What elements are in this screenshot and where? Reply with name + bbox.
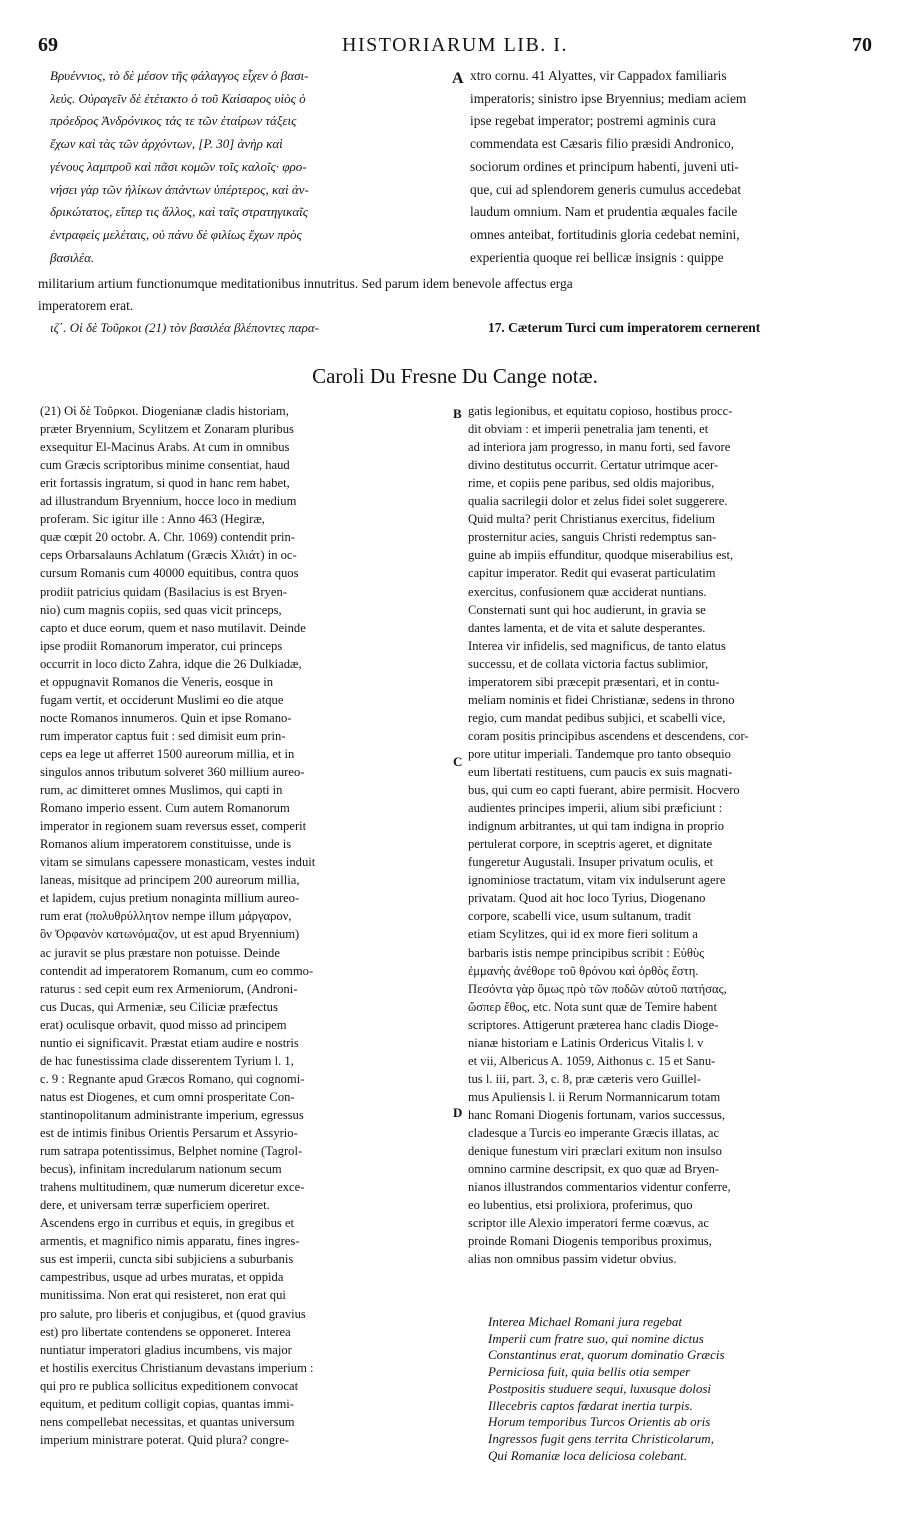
note-line-right: pertulerat corpore, in sceptris ageret, et dignitate	[468, 837, 713, 852]
note-line-left: singulos annos tributum solveret 360 millium aureo-	[40, 765, 305, 779]
note-line-left: rum satrapa potentissimus, Belphet nomine (Tagrol-	[40, 1144, 303, 1159]
poem-line: Imperii cum fratre suo, qui nomine dictus	[488, 1330, 704, 1346]
note-line-left: et oppugnavit Romanos die Veneris, eosque in	[40, 674, 274, 689]
note-line-left: capto et duce eorum, quem et naso mutilavit. Deinde	[40, 620, 306, 635]
page-number-right: 70	[852, 34, 872, 56]
note-line-left: campestribus, usque ad urbes muratas, et oppida	[40, 1270, 284, 1285]
greek-line: ἔχων καὶ τὰς τῶν ἀρχόντων, [P. 30] ἀνὴρ καὶ	[50, 136, 283, 152]
note-line-left: rum imperator captus fuit : sed dimisit eum prin-	[40, 728, 286, 743]
note-line-right: nianos illustrandos commentarios videntur conferre,	[468, 1180, 731, 1195]
note-line-right: gatis legionibus, et equitatu copioso, hostibus procc-	[468, 404, 733, 418]
note-line-right: rime, et copiis pene paribus, sed oldis majoribus,	[468, 476, 715, 491]
note-line-left: rum erat (πολυθρύλλητον nempe illum μάργαρον,	[40, 909, 292, 924]
greek-line: πρόεδρος Ἀνδρόνικος τάς τε τῶν ἑταίρων τάξεις	[50, 113, 297, 129]
note-line-left: præter Bryennium, Scylitzem et Zonaram pluribus	[40, 422, 294, 437]
note-line-left: qui pro re publica sollicitus expeditionem convocat	[40, 1378, 299, 1393]
note-line-right: privatam. Quod ait hoc loco Tyrius, Diogenano	[468, 891, 706, 906]
note-line-left: vitam se simulans capessere monasticam, vestes induit	[40, 855, 316, 870]
note-line-left: ad illustrandum Bryennium, hocce loco in medium	[40, 494, 297, 509]
note-line-right: corpore, scabelli vice, usum sultanum, tradit	[468, 909, 692, 924]
note-line-right: omnino carmine descripsit, ex quo quæ ad Bryen-	[468, 1162, 720, 1177]
note-line-left: prodiit patricius quidam (Basilacius is est Bryen-	[40, 584, 287, 599]
poem-line: Postpositis studuere sequi, luxusque dolosi	[488, 1380, 712, 1396]
note-line-right: guine ab impiis effunditur, quodque miserabilius est,	[468, 548, 734, 563]
note-line-right: cladesque a Turcis eo imperante Græcis illatas, ac	[468, 1126, 720, 1140]
note-line-right: Interea vir infidelis, sed magnificus, de tanto elatus	[468, 638, 726, 653]
note-line-left: armentis, et magnifico nimis apparatu, fines ingres-	[40, 1234, 300, 1249]
note-line-left: nuntio ei significavit. Præstat etiam audire e nostris	[40, 1035, 299, 1050]
note-line-right: imperatorem sibi præcepit præsentari, et in contu-	[468, 674, 720, 689]
greek-line: νήσει γὰρ τῶν ἡλίκων ἁπάντων ὑπέρτερος, καὶ ἀν-	[50, 181, 309, 197]
note-line-left: et hostilis exercitus Christianum devastans imperium :	[40, 1360, 314, 1375]
note-line-right: Πεσόντα γὰρ ὅμως πρὸ τῶν ποδῶν αὐτοῦ πατήσας,	[468, 981, 727, 996]
section-17-greek: ιζ΄. Οἱ δὲ Τοῦρκοι (21) τὸν βασιλέα βλέποντες παρα-	[50, 320, 319, 335]
note-line-left: ac juravit se plus præstare non potuisse. Deinde	[40, 945, 280, 960]
note-line-left: fugam vertit, et occiderunt Muslimi eo die atque	[40, 692, 284, 707]
greek-line: γένους λαμπροῦ καὶ πᾶσι κομῶν τοῖς καλοῖς· φρο-	[50, 158, 307, 174]
note-line-right: divino destitutus occurrit. Certatur utrimque acer-	[468, 458, 719, 473]
margin-marker-c: C	[453, 754, 463, 769]
poem-line: Interea Michael Romani jura regebat	[488, 1314, 682, 1329]
note-line-left: nens compellebat necessitas, et quantas universum	[40, 1414, 295, 1429]
note-line-right: fungeretur Augustali. Insuper privatum oculis, et	[468, 855, 714, 870]
section-17-latin: 17. Cæterum Turci cum imperatorem cernerent	[488, 320, 761, 335]
note-line-right: proinde Romani Diogenis temporibus proximus,	[468, 1234, 712, 1249]
note-line-right: prosternitur acies, sanguis Christi redemptus san-	[468, 530, 717, 545]
latin-full-line: imperatorem erat.	[38, 298, 134, 313]
note-line-left: occurrit in loco dicto Zahra, idque die 26 Dulkiadæ,	[40, 656, 302, 671]
note-line-left: raturus : sed cepit eum rex Armeniorum, (Androni-	[40, 981, 298, 996]
note-line-left: dere, et universam terræ superficiem operiret.	[40, 1198, 270, 1213]
note-line-right: denique funestum viri præclari exitum non insulso	[468, 1144, 722, 1159]
note-line-right: capitur imperator. Redit qui evaserat particulatim	[468, 566, 716, 581]
note-line-right: eo lubentius, etsi prolixiora, proferimus, quo	[468, 1198, 693, 1213]
latin-line: ipse regebat imperator; postremi agminis cura	[470, 113, 716, 129]
note-line-left: ipse prodiit Romanorum imperator, cui princeps	[40, 638, 283, 653]
greek-line: δρικώτατος, εἴπερ τις ἄλλος, καὶ ταῖς στρατηγικαῖς	[50, 204, 309, 220]
page-header	[0, 34, 910, 62]
page-number-left: 69	[38, 34, 58, 56]
note-line-right: alias non omnibus passim videtur obvius.	[468, 1252, 677, 1267]
note-line-left: sus est imperii, cuncta sibi subjiciens a suburbanis	[40, 1252, 294, 1267]
note-line-right: eum libertati restituens, cum paucis ex suis magnati-	[468, 765, 733, 779]
note-line-right: dantes lamenta, et de vita et salute desperantes.	[468, 620, 706, 635]
note-line-right: audientes principes imperii, alium sibi præficiunt :	[468, 801, 723, 816]
note-line-right: ad interiora jam progresso, in manu forti, sed favore	[468, 440, 731, 455]
poem-line: Qui Romaniæ loca deliciosa colebant.	[488, 1447, 687, 1463]
note-line-right: etiam Scylitzes, qui id ex more fieri solitum a	[468, 927, 698, 942]
note-line-right: coram positis principibus ascendens et descendens, cor-	[468, 728, 749, 743]
note-line-left: becus), infinitam incredularum nationum secum	[40, 1162, 282, 1177]
note-line-right: hanc Romani Diogenis fortunam, varios successus,	[468, 1107, 726, 1122]
note-line-right: successu, et de collata victoria factus sublimior,	[468, 656, 709, 671]
latin-line: omnes anteibat, fortitudinis gloria cedebat nemini,	[470, 226, 740, 242]
running-title: HISTORIARUM LIB. I.	[342, 34, 568, 56]
note-line-right: qualia sacrilegii dolor et zelus fidei solet suggerere.	[468, 494, 728, 509]
note-line-left: munitissima. Non erat qui resisteret, non erat qui	[40, 1288, 286, 1303]
note-line-left: nio) cum magnis copiis, sed quas vicit princeps,	[40, 602, 282, 617]
note-line-right: dit obviam : et imperii penetralia jam tenenti, et	[468, 422, 709, 437]
latin-line: commendata est Cæsaris filio præsidi Andronico,	[470, 136, 735, 152]
note-line-right: regio, cum mandat pedibus subjici, et scabelli vice,	[468, 710, 726, 725]
note-line-right: nianæ historiam e Latinis Ordericus Vitalis l. v	[468, 1035, 704, 1050]
note-line-left: laneas, misitque ad principem 200 aureorum millia,	[40, 873, 300, 888]
note-line-left: trahens multitudinem, quæ numerum diceretur exce-	[40, 1180, 305, 1195]
note-line-left: (21) Οἱ δὲ Τοῦρκοι. Diogenianæ cladis historiam,	[40, 404, 289, 418]
note-line-right: mus Apuliensis l. ii Rerum Normannicarum totam	[468, 1089, 721, 1104]
note-line-left: ὃν Ὀρφανὸν κατωνόμαζον, ut est apud Bryennium)	[40, 927, 300, 942]
note-line-left: c. 9 : Regnante apud Græcos Romano, qui cognomi-	[40, 1071, 305, 1086]
note-line-right: ignominiose tractatum, vitam vix indulserunt agere	[468, 873, 726, 888]
margin-marker-b: B	[453, 406, 462, 421]
note-line-left: de hac funestissima clade disserentem Tyrium l. 1,	[40, 1053, 294, 1068]
poem-line: Horum temporibus Turcos Orientis ab oris	[488, 1414, 711, 1430]
note-line-left: rum, ac dimitteret omnes Muslimos, qui capti in	[40, 783, 283, 798]
margin-marker-a: A	[452, 70, 464, 87]
note-line-left: cursum Romanis cum 40000 equitibus, contra quos	[40, 566, 299, 581]
note-line-right: tus l. iii, part. 3, c. 8, præ cæteris vero Guillel-	[468, 1071, 701, 1086]
latin-line: imperatoris; sinistro ipse Bryennius; mediam aciem	[470, 90, 747, 106]
notes-title: Caroli Du Fresne Du Cange notæ.	[312, 364, 598, 388]
note-line-right: scriptores. Attigerunt præterea hanc cladis Dioge-	[468, 1017, 719, 1032]
note-line-left: imperator in regionem suam reversus esset, comperit	[40, 819, 307, 834]
note-line-left: imperium ministrare poterat. Quid plura? congre-	[40, 1432, 289, 1447]
latin-full-line: militarium artium functionumque meditationibus innutritus. Sed parum idem benevole affectus erga	[38, 276, 573, 291]
note-line-left: et lapidem, cujus pretium nonaginta millium aureo-	[40, 891, 300, 906]
poem-line: Illecebris captos fœdarat inertia turpis.	[488, 1397, 693, 1413]
greek-line: λεύς. Οὐραγεῖν δὲ ἐτέτακτο ὁ τοῦ Καίσαρος υἱὸς ὁ	[50, 90, 306, 106]
latin-line: xtro cornu. 41 Alyattes, vir Cappadox familiaris	[470, 68, 727, 83]
note-line-left: proferam. Sic igitur ille : Anno 463 (Hegiræ,	[40, 512, 265, 527]
note-line-right: exercitus, confusionem quæ acciderat nuntians.	[468, 584, 707, 599]
note-line-right: et vii, Albericus A. 1059, Aithonus c. 15 et Sanu-	[468, 1053, 716, 1068]
note-line-right: meliam nominis et fidei Christianæ, sedens in throno	[468, 692, 735, 707]
note-line-right: Quid multa? perit Christianus exercitus, fidelium	[468, 512, 715, 527]
note-line-left: ceps Orbarsalauns Achlatum (Græcis Χλιάτ) in oc-	[40, 548, 297, 563]
note-line-right: Consternati sunt qui hoc audierunt, in gravia se	[468, 602, 706, 617]
note-line-left: erit fortassis ingratum, si quod in hanc rem habet,	[40, 476, 290, 491]
note-line-right: scriptor ille Alexio imperatori ferme coævus, ac	[468, 1216, 709, 1231]
note-line-right: barbaris istis nempe principibus scribit : Εὐθὺς	[468, 945, 705, 960]
note-line-left: exsequitur El-Macinus Arabs. At cum in omnibus	[40, 440, 290, 455]
poem-line: Perniciosa fuit, quia bellis otia semper	[488, 1364, 691, 1380]
margin-marker-d: D	[453, 1105, 463, 1120]
latin-line: que, cui ad splendorem generis cumulus accedebat	[470, 181, 742, 197]
note-line-right: bus, qui cum eo capti fuerant, abire permisit. Hocvero	[468, 783, 740, 798]
note-line-left: Ascendens ergo in curribus et equis, in gregibus et	[40, 1216, 295, 1231]
note-line-left: stantinopolitanum administrante imperium, egressus	[40, 1107, 304, 1122]
note-line-right: ὥσπερ ἔθος, etc. Nota sunt quæ de Temire habent	[468, 999, 717, 1014]
note-line-left: contendit ad imperatorem Romanum, cum eo commo-	[40, 963, 314, 978]
poem-line: Ingressos fugit gens territa Christicolarum,	[488, 1430, 714, 1446]
note-line-left: Romano imperio essent. Cum autem Romanorum	[40, 801, 290, 816]
latin-line: experientia quoque rei bellicæ insignis : quippe	[470, 249, 724, 265]
note-line-left: quæ cœpit 20 octobr. A. Chr. 1069) contendit prin-	[40, 530, 295, 545]
note-line-left: equitum, et peditum colligit copias, quantas immi-	[40, 1396, 294, 1411]
greek-line: ἐντραφεὶς μελέταις, οὐ πάνυ δὲ φιλίως ἔχων πρὸς	[50, 226, 302, 242]
note-line-left: natus est Diogenes, et cum omni prosperitate Con-	[40, 1089, 295, 1104]
note-line-left: erat) oculisque orbavit, quod misso ad principem	[40, 1017, 287, 1032]
greek-line: Βρυέννιος, τὸ δὲ μέσον τῆς φάλαγγος εἶχεν ὁ βασι-	[50, 68, 309, 83]
note-line-right: ἐμμανὴς ἀνέθορε τοῦ θρόνου καὶ ὀρθὸς ἔστη.	[468, 963, 699, 978]
note-line-left: Romanos alium imperatorem constituisse, unde is	[40, 837, 292, 852]
note-line-left: est de intimis finibus Orientis Persarum et Assyrio-	[40, 1126, 298, 1140]
note-line-right: indignum arbitrantes, ut qui tam indigna in proprio	[468, 819, 725, 834]
note-line-left: cum Græcis scriptoribus minime consentiat, haud	[40, 458, 290, 473]
note-line-left: est) pro libertate contendens se opponeret. Interea	[40, 1324, 291, 1339]
greek-line: βασιλέα.	[50, 249, 95, 265]
latin-line: laudum omnium. Nam et prudentia æquales facile	[470, 204, 738, 220]
note-line-right: pore utitur imperiali. Tandemque pro tanto obsequio	[468, 746, 731, 761]
note-line-left: pro salute, pro liberis et conjugibus, et (quod gravius	[40, 1306, 306, 1321]
poem-line: Constantinus erat, quorum dominatio Græcis	[488, 1347, 725, 1363]
latin-line: sociorum ordines et principum habenti, juveni uti-	[470, 158, 739, 174]
note-line-left: ceps ea lege ut afferret 1500 aureorum millia, et in	[40, 746, 295, 761]
note-line-left: nuntiatur imperatori gladius incumbens, vis major	[40, 1342, 292, 1357]
note-line-left: cus Ducas, qui Armeniæ, seu Ciliciæ præfectus	[40, 999, 278, 1014]
note-line-left: nocte Romanos innumeros. Quin et ipse Romano-	[40, 710, 292, 725]
